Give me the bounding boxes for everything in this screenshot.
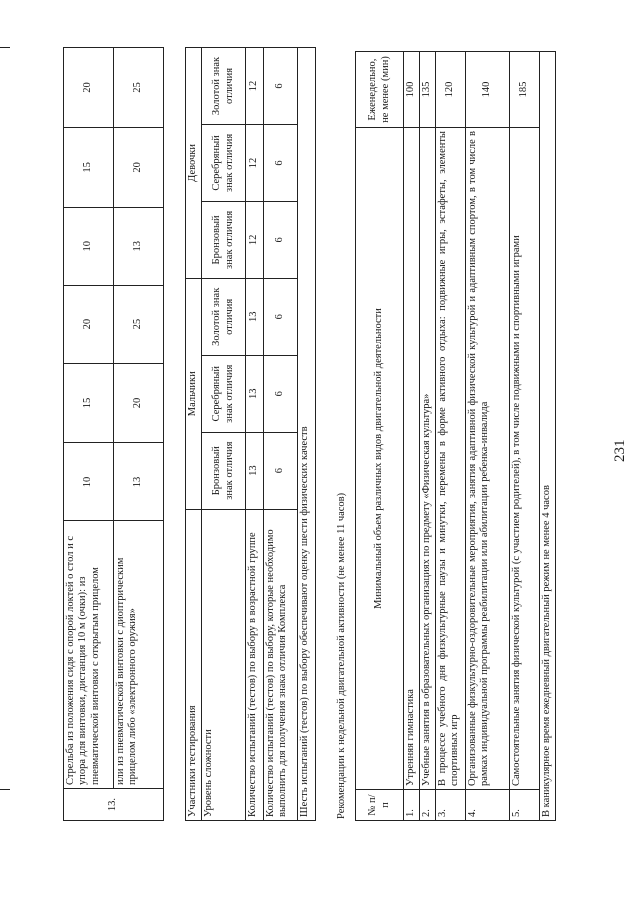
value-cell: 12 [246,48,264,125]
value-cell: 6 [264,48,298,125]
value-cell: 15 [64,363,114,443]
row-label: Количество испытаний (тестов) по выбору, которые необходимо выполнить для получения знака отличия Комплекса [264,509,298,820]
activity-text: В процессе учебного дня физкультурные паузы и минутки, перемены в форме активного отдыха: подвижные игры, эстафеты, элементы спортивных игр [436,128,466,790]
value-cell: 25 [114,48,164,128]
activity-text: Учебные занятия в образовательных организациях по предмету «Физическая культура» [420,128,436,790]
level-header: Бронзовый знак отличия [202,432,246,509]
row-number: 4. [466,790,510,821]
value-cell: 13 [114,207,164,285]
value-cell: 25 [114,285,164,363]
value-cell: 20 [114,127,164,207]
table-row [404,52,420,821]
value-cell: 6 [264,124,298,201]
header-activity: Минимальный объем различных видов двигательной деятельности [356,128,404,790]
table-row [466,52,510,821]
level-header: Золотой знак отличия [202,48,246,125]
row-number: 13. [64,789,164,821]
table-row [114,48,164,821]
row-number: 5. [510,790,540,821]
table-row [202,48,246,821]
value-cell: 20 [64,285,114,363]
value-cell: 20 [64,48,114,128]
value-cell: 6 [264,355,298,432]
value-cell: 10 [64,207,114,285]
value-cell: 6 [264,201,298,278]
value-cell: 13 [246,355,264,432]
level-header: Серебряный знак отличия [202,124,246,201]
value-cell: 13 [114,443,164,521]
activity-text: Утренняя гимнастика [404,128,420,790]
boys-header: Мальчики [186,278,202,509]
row-number: 2. [420,790,436,821]
footer-note: В каникулярное время ежедневный двигательный режим не менее 4 часов [540,52,556,821]
minutes-cell: 185 [510,52,540,128]
value-cell: 12 [246,124,264,201]
value-cell: 12 [246,201,264,278]
level-header: Бронзовый знак отличия [202,201,246,278]
value-cell: 6 [264,432,298,509]
activity-table [355,51,556,821]
table-row [246,48,264,821]
table-row [420,52,436,821]
value-cell: 20 [114,363,164,443]
level-header: Золотой знак отличия [202,278,246,355]
minutes-cell: 140 [466,52,510,128]
header-minutes: Еженедельно, не менее (мин) [356,52,404,128]
minutes-cell: 100 [404,52,420,128]
table-row [540,52,556,821]
level-label: Уровень сложности [202,509,246,820]
participants-label: Участники тестирования [186,509,202,820]
table-row [436,52,466,821]
margin-mark [0,47,10,48]
row-label: Количество испытаний (тестов) по выбору в возрастной группе [246,509,264,820]
margin-mark [0,789,10,790]
activity-text: Самостоятельные занятия физической культурой (с участием родителей), в том числе подвижными и спортивными играми [510,128,540,790]
norms-table [185,47,316,821]
girls-header: Девочки [186,48,202,279]
page-number: 231 [612,439,628,462]
exercise-name: или из пневматической винтовки с диоптрическим прицелом либо «электронного оружия» [114,521,164,789]
value-cell: 10 [64,443,114,521]
table-row [64,48,114,821]
shooting-table [63,47,164,821]
table-row [186,48,202,821]
row-label: Шесть испытаний (тестов) по выбору обеспечивают оценку шести физических качеств [298,48,316,821]
table-row [510,52,540,821]
value-cell: 6 [264,278,298,355]
exercise-name: Стрельба из положения сидя с опорой локтей о стол и с упора для винтовки, дистанция 10 м (очки): из пневматической винтовки с открытым прицелом [64,521,114,789]
level-header: Серебряный знак отличия [202,355,246,432]
value-cell: 13 [246,278,264,355]
activity-text: Организованные физкультурно-оздоровительные мероприятия, занятия адаптивной физической культурой и адаптивным спортом, в том числе в рамках индивидуальной программы реабилитации или абилитации ребенка-инвалида [466,128,510,790]
value-cell: 13 [246,432,264,509]
row-number: 1. [404,790,420,821]
minutes-cell: 135 [420,52,436,128]
table-row [298,48,316,821]
header-number: № п/п [356,790,404,821]
table-row [356,52,404,821]
activity-caption: Рекомендации к недельной двигательной активности (не менее 11 часов) [336,492,347,819]
table-row [264,48,298,821]
row-number: 3. [436,790,466,821]
value-cell: 15 [64,127,114,207]
minutes-cell: 120 [436,52,466,128]
